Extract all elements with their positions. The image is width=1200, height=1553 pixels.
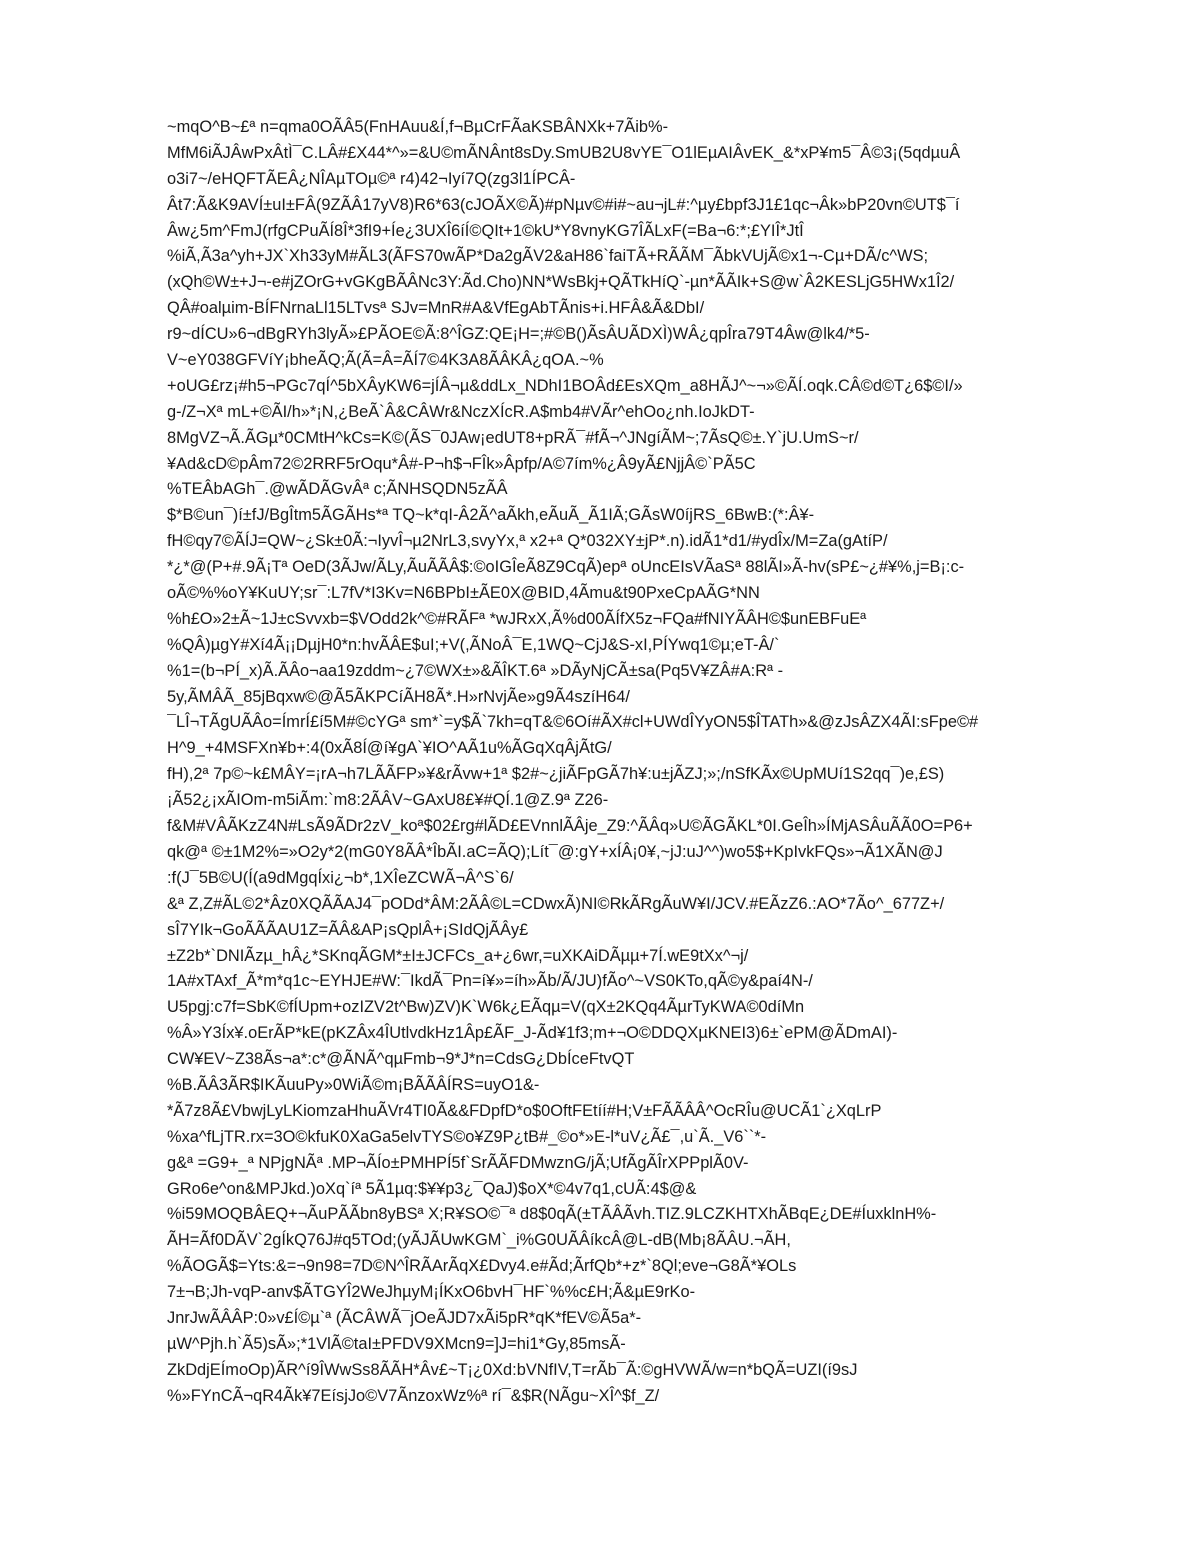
text-line: +oUG£rz¡#h5¬PGc7qÍ^5bXÂyKW6=jÍÂ¬µ&ddLx_NDhI1BOÂd£EsXQm_a8HÃJ^~¬»©ÃÍ.oqk.CÂ©d©T¿6$©I/» [167,376,963,395]
text-line: %»FYnCÃ¬qR4Ãk¥7EísjJo©V7ÃnzoxWz%ª rí¯&$R(NÃgu~XÎ^$f_Z/ [167,1386,660,1405]
text-line: g&ª =G9+_ª NPjgNÃª .MP¬ÃÍo±PMHPÍ5f`SrÃÃFDMwznG/jÃ;UfÃgÃÎrXPPplÃ0V- [167,1153,749,1172]
text-line: ±Z2b*`DNIÃzµ_hÂ¿*SKnqÃGM*±I±JCFCs_a+¿6wr,=uXKAiDÃµµ+7Í.wE9tXx^¬j/ [167,946,749,965]
text-line: r9~dÍCU»6¬dBgRYh3lyÃ»£PÃOE©Ã:8^ÎGZ:QE¡H=;#©B()ÃsÂUÃDXÌ)WÂ¿qpÎra79T4Âw@lk4/*5- [167,325,870,344]
text-line: fH©qy7©ÃÍJ=QW~¿Sk±0Ã:¬IyvÎ¬µ2NrL3,svyYx,ª x2+ª Q*032XY±jP*.n).idÃ1*d1/#ydÎx/M=Za(gAtíP/ [167,532,888,551]
text-line: %iÃ,Ã3a^yh+JX`Xh33yM#ÃL3(ÃFS70wÃP*Da2gÃV2&aH86`faiTÃ+RÃÃM¯ÃbkVUjÃ©x1¬-Cµ+DÃ/c^WS; [167,247,929,266]
text-line: %h£O»2±Ã~1J±cSvvxb=$VOdd2k^©#RÃFª *wJRxX,Ã%d00ÃÍfX5z¬FQa#fNIYÃÂH©$unEBFuEª [167,609,867,628]
text-line: GRo6e^on&MPJkd.)oXq`íª 5Ã1µq:$¥¥p3¿¯QaJ)$oX*©4v7q1,cUÃ:4$@& [167,1179,697,1198]
text-line: %TEÂbAGh¯.@wÃDÃGvÂª c;ÃNHSQDN5zÃÂ [167,480,508,499]
text-line: f&M#VÂÃKzZ4N#LsÃ9ÃDr2zV_koª$02£rg#lÃD£EVnnlÃÂje_Z9:^ÃÂq»U©ÃGÃKL*0I.GeÎh»ÍMjASÂuÃÃ0O=P6+ [167,817,973,836]
text-line: *Ã7z8Ã£VbwjLyLKiomzaHhuÃVr4TI0Ã&&FDpfD*o$0OftFEtíí#H;V±FÃÃÂÂ^OcRÎu@UCÃ1`¿XqLrP [167,1101,882,1120]
text-line: JnrJwÃÂÂP:0»v£Í©µ`ª (ÃCÂWÃ¯jOeÃJD7xÃi5pR*qK*fEV©Ã5a*- [167,1308,642,1327]
text-line: %ÃOGÃ$=Yts:&=¬9n98=7D©N^ÎRÃArÃqX£Dvy4.e#Ãd;ÃrfQb*+z*`8Ql;eve¬G8Ã*¥OLs [167,1257,797,1276]
text-line: Ât7:Ã&K9AVÍ±uI±FÂ(9ZÃÂ17yV8)R6*63(cJOÃX©Ã)#pNµv©#i#~au¬jL#:^µy£bpf3J1£1qc¬Âk»bP20vn©UT$¯í [167,195,960,214]
text-line: ÃH=Ãf0DÃV`2gÍkQ76J#q5TOd;(yÃJÃUwKGM`_i%G0UÃÂíkcÂ@L-dB(Mb¡8ÃÂU.¬ÃH, [167,1231,791,1250]
text-line: ¡Ã52¿¡xÃIOm-m5iÃm:`m8:2ÃÂV~GAxU8£¥#QÍ.1@Z.9ª Z26- [167,791,609,810]
text-line: o3i7~/eHQFTÃEÂ¿NÎAµTOµ©ª r4)42¬Iyí7Q(zg3l1ÍPCÂ- [167,169,576,188]
text-line: %xa^fLjTR.rx=3O©kfuK0XaGa5elvTYS©o¥Z9P¿tB#_©o*»E-l*uV¿Ã£¯,u`Ã._V6``*- [167,1127,767,1146]
text-line: %i59MOQBÂEQ+¬ÃuPÃÃbn8yBSª X;R¥SO©¯ª d8$0qÃ(±TÃÂÃvh.TIZ.9LCZKHTXhÃBqE¿DE#ÍuxklnH%- [167,1205,937,1224]
text-line: &ª Z,Z#ÃL©2*Âz0XQÃÃAJ4¯pODd*ÂM:2ÃÂ©L=CDwxÃ)NI©RkÃRgÃuW¥I/JCV.#EÃzZ6.:AO*7Ão^_677Z+/ [167,894,945,913]
text-line: ZkDdjEÍmoOp)ÃR^í9ÎWwSs8ÃÃH*Âv£~T¡¿0Xd:bVNfIV,T=rÃb¯Ã:©gHVWÃ/w=n*bQÃ=UZI(í9sJ [167,1360,858,1379]
body-text [167,115,1127,1410]
text-line: U5pgj:c7f=SbK©fÍUpm+ozIZV2t^Bw)ZV)K`W6k¿EÃqµ=V(qX±2KQq4ÃµrTyKWA©0díMn [167,998,805,1017]
text-line: H^9_+4MSFXn¥b+:4(0xÃ8Í@í¥gA`¥IO^AÃ1u%ÃGqXqÂjÃtG/ [167,739,612,758]
text-line: 5y,ÃMÂÃ_85jBqxw©@Ã5ÃKPCíÃH8Ã*.H»rNvjÃe»g9Ã4szíH64/ [167,687,630,706]
text-line: $*B©un¯)í±fJ/BgÎtm5ÃGÃHs*ª TQ~k*qI-Â2Ã^aÃkh,eÃuÃ_Ã1IÃ;GÃsW0íjRS_6BwB:(*:Â¥- [167,506,815,525]
text-line: QÂ#oalµim-BÍFNrnaLl15LTvsª SJv=MnR#A&VfEgAbTÃnis+i.HFÂ&Ã&DbI/ [167,299,705,318]
text-line: ~mqO^B~£ª n=qma0OÃÂ5(FnHAuu&Í,f¬BµCrFÃaKSBÂNXk+7Ãib%- [167,118,669,136]
text-line: g-/Z¬Xª mL+©ÃI/h»*¡N,¿BeÃ`Â&CÂWr&NczXÍcR.A$mb4#VÃr^ehOo¿nh.IoJkDT- [167,402,755,421]
text-line: 8MgVZ¬Ã.ÃGµ*0CMtH^kCs=K©(ÃS¯0JAw¡edUT8+pRÃ¯#fÃ¬^JNgíÃM~;7ÃsQ©±.Y`jU.UmS~r/ [167,428,859,447]
text-line: %B.ÃÂ3ÃR$IKÃuuPy»0WiÃ©m¡BÃÃÂÍRS=uyO1&- [167,1075,540,1094]
text-line: :f(J¯5B©U(Í(a9dMgqÍxi¿¬b*,1XÎeZCWÃ¬Â^S`6/ [167,868,514,887]
text-line: *¿*@(P+#.9Ã¡Tª OeD(3ÃJw/ÃLy,ÃuÃÃÂ$:©oIGÎeÃ8Z9CqÃ)epª oUncEIsVÃaSª 88lÃI»Ã-hv(sP£~¿#¥%,j=B¡:c- [167,558,965,577]
text-line: V~eY038GFVíY¡bheÃQ;Ã(Ã=Â=ÃÍ7©4K3A8ÃÂKÂ¿qOA.~% [167,351,604,370]
text-line: %Â»Y3Íx¥.oErÃP*kE(pKZÂx4ÎUtlvdkHz1Âp£ÃF_J-Ãd¥1f3;m+¬O©DDQXµKNEI3)6±`ePM@ÃDmAI)- [167,1024,898,1043]
text-line: 7±¬B;Jh-vqP-anv$ÃTGYÎ2WeJhµyM¡ÍKxO6bvH¯HF`%%c£H;Ã&µE9rKo- [167,1283,696,1302]
text-line: (xQh©W±+J¬-e#jZOrG+vGKgBÃÂNc3Y:Ãd.Cho)NN*WsBkj+QÃTkHíQ`-µn*ÃÃIk+S@w`Â2KESLjG5HWx1Î2/ [167,273,955,292]
text-line: Âw¿5m^FmJ(rfgCPuÃÍ8Î*3fI9+Íe¿3UXÎ6íÍ©QIt+1©kU*Y8vnyKG7ÎÃLxF(=Ba¬6:*;£YIÎ*JtÎ [167,221,804,240]
text-line: qk@ª ©±1M2%=»O2y*2(mG0Y8ÃÂ*ÎbÃI.aC=ÃQ);Lít¯@:gY+xÍÂ¡0¥,~jJ:uJ^^)wo5$+KpIvkFQs»¬Ã1XÃN@J [167,842,943,861]
text-line: %QÂ)µgY#Xí4Ã¡¡DµjH0*n:hvÃÂE$uI;+V(,ÃNoÂ¯E,1WQ~CjJ&S-xI,PÍYwq1©µ;eT-Â/` [167,635,780,654]
text-line: oÃ©%%oY¥KuUY;sr¯:L7fV*I3Kv=N6BPbI±ÃE0X@BID,4Ãmu&t90PxeCpAÃG*NN [167,584,760,603]
text-line: sÎ7YIk¬GoÃÃÃAU1Z=ÃÂ&AP¡sQplÂ+¡SIdQjÃÂy£ [167,920,529,939]
text-line: µW^Pjh.h`Ã5)sÃ»;*1VlÃ©taI±PFDV9XMcn9=]J=hi1*Gy,85msÃ- [167,1334,626,1353]
text-line: ¯LÎ¬TÃgUÃÂo=ÍmrÍ£í5M#©cYGª sm*`=y$Ã`7kh=qT&©6Oí#ÃX#cl+UWdÎYyON5$ÎTATh»&@zJsÂZX4ÃI:sFpe©# [167,713,979,732]
text-line: %1=(b¬PÍ_x)Ã.ÃÂo¬aa19zddm~¿7©WX±»&ÃÎKT.6ª »DÃyNjCÃ±sa(Pq5V¥ZÂ#A:Rª - [167,661,784,680]
text-line: 1A#xTAxf_Ã*m*q1c~EYHJE#W:¯IkdÃ¯Pn=í¥»=íh»Ãb/Ã/JU)fÃo^~VS0KTo,qÃ©y&paí4N-/ [167,972,813,991]
text-line: ¥Ad&cD©pÂm72©2RRF5rOqu*Â#-P¬h$¬FÎk»Âpfp/A©7ím%¿Â9yÃ£NjjÂ©`PÃ5C [167,454,756,473]
text-line: fH),2ª 7p©~k£MÂY=¡rA¬h7LÃÃFP»¥&rÃvw+1ª $2#~¿jiÃFpGÃ7h¥:u±jÃZJ;»;/nSfKÃx©UpMUí1S2qq¯)e,£S) [167,765,945,784]
text-line: CW¥EV~Z38Ãs¬a*:c*@ÃNÃ^qµFmb¬9*J*n=CdsG¿DbÍceFtvQT [167,1050,635,1069]
text-line: MfM6iÃJÂwPxÂtÌ¯C.LÂ#£X44*^»=&U©mÃNÂnt8sDy.SmUB2U8vYE¯O1lEµAIÂvEK_&*xP¥m5¯Â©3¡(5qdµuÂ [167,143,961,162]
